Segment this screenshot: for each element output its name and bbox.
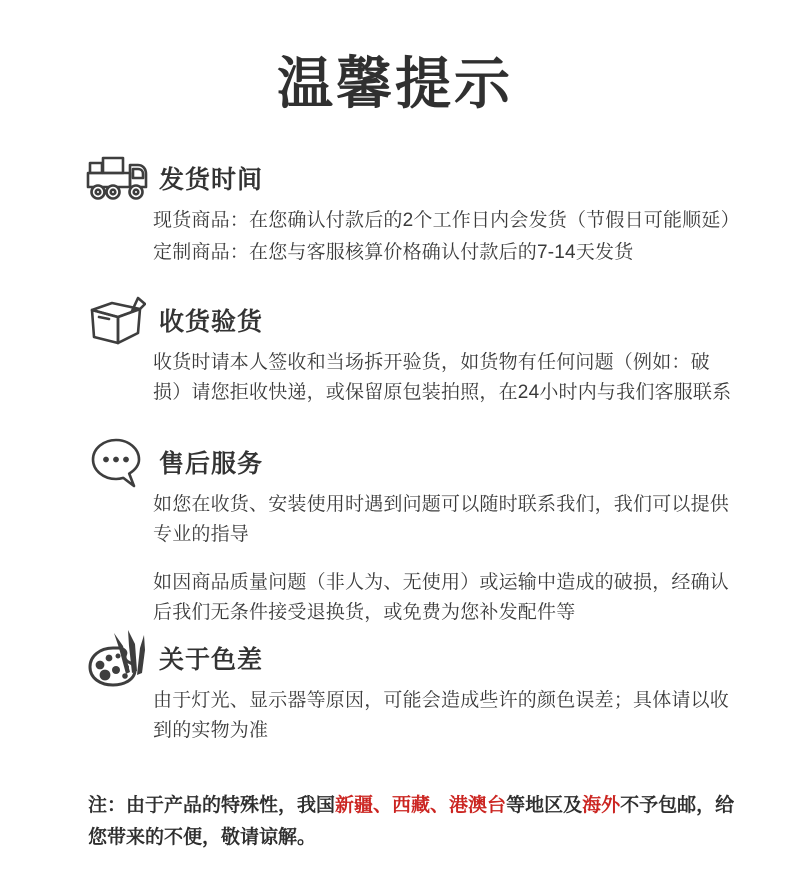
footnote (88, 790, 740, 854)
section-head (85, 150, 760, 206)
footnote-text: 不予包邮，给您带来的不便，敬请谅解。 (88, 795, 735, 848)
footnote-text: 注：由于产品的特殊性，我国 (88, 795, 336, 816)
page-title: 温馨提示 (277, 52, 513, 115)
section-heading: 收货验货 (159, 308, 264, 336)
section-paragraph: 定制商品：在您与客服核算价格确认付款后的7-14天发货 (153, 242, 634, 263)
footnote-highlight: 西藏、 (392, 795, 450, 816)
section-paragraph: 如您在收货、安装使用时遇到问题可以随时联系我们，我们可以提供专业的指导 (153, 494, 730, 545)
footnote-highlight: 新疆、 (335, 795, 393, 816)
section-head (85, 434, 760, 490)
footnote-text: 等地区及 (506, 795, 583, 816)
section-paragraph: 收货时请本人签收和当场拆开验货，如货物有任何问题（例如：破损）请您拒收快递，或保留原包装拍照，在24小时内与我们客服联系 (153, 352, 732, 403)
footnote-highlight: 海外 (582, 795, 621, 816)
box-icon (85, 293, 149, 347)
section-head (85, 630, 760, 686)
section-paragraph: 现货商品：在您确认付款后的2个工作日内会发货（节假日可能顺延） (153, 210, 740, 231)
section-paragraph: 由于灯光、显示器等原因，可能会造成些许的颜色误差；具体请以收到的实物为准 (153, 690, 730, 741)
section-head (85, 292, 760, 348)
section-paragraph: 如因商品质量问题（非人为、无使用）或运输中造成的破损，经确认后我们无条件接受退换货，或免费为您补发配件等 (153, 572, 730, 623)
section-after-sales (85, 434, 760, 628)
palette-icon (85, 631, 149, 685)
section-receive-inspect (85, 292, 760, 408)
section-body (153, 490, 733, 628)
section-shipping-time (85, 150, 760, 268)
section-body (153, 686, 733, 746)
section-heading: 关于色差 (159, 646, 264, 674)
section-color-difference (85, 630, 760, 746)
truck-icon (85, 151, 149, 205)
section-body (153, 206, 740, 268)
section-heading: 售后服务 (159, 450, 264, 478)
sections-container (0, 150, 790, 746)
footnote-highlight: 港澳台 (449, 795, 507, 816)
chat-bubble-icon (85, 435, 149, 489)
section-body (153, 348, 733, 408)
section-heading: 发货时间 (159, 166, 264, 194)
